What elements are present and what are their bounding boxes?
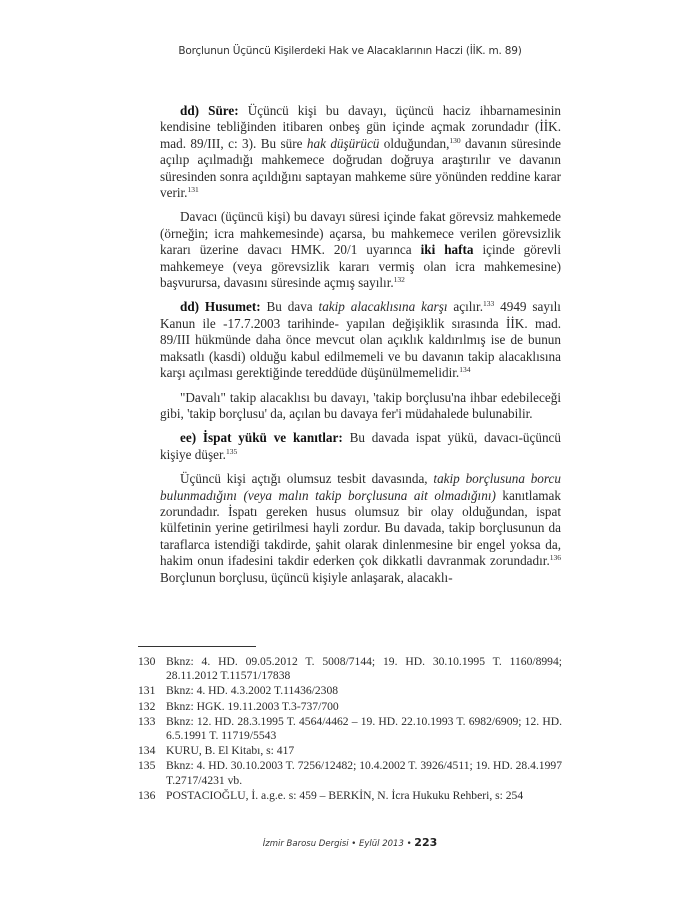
paragraph-ispat [160, 430, 561, 463]
footnote-divider [138, 646, 256, 647]
footnote-item [138, 744, 562, 758]
paragraph-sure [160, 103, 561, 201]
italic-text: takip alacaklısına karşı [318, 299, 448, 315]
text: kanıtlamak zorundadır. İspatı gereken husus olumsuz bir olay olduğundan, ispat külfetinin yerine getirilmesi hayli zordur. Bu davada, takip borçlusunun da taraflarca istendiği takdirde, şahit olarak dinlenmesine bir engel yoksa da, hakim onun ifadesini takdir ederken çok dikkatli davranmak zorundadır. [160, 487, 561, 569]
text: "Davalı" takip alacaklısı bu davayı, 'takip borçlusu'na ihbar edebileceği gibi, 'takip borçlusu' da, açılan bu davaya fer'i müdahalede bulunabilir. [160, 389, 561, 421]
text: olduğundan, [379, 135, 450, 151]
text: Bu davada ispat yükü, davacı-üçüncü kişiye düşer. [160, 430, 562, 462]
paragraph-ihbar [160, 390, 561, 423]
footnote-ref-132[interactable]: 132 [393, 275, 405, 285]
text: Bu dava [260, 299, 319, 315]
heading-husumet: dd) Husumet: [180, 299, 261, 315]
footnote-text: Bknz: 4. HD. 09.05.2012 T. 5008/7144; 19. HD. 30.10.1995 T. 1160/8994; 28.11.2012 T.11571/17838 [166, 655, 562, 683]
footnote-text: Bknz: 12. HD. 28.3.1995 T. 4564/4462 – 19. HD. 22.10.1993 T. 6982/6909; 12. HD. 6.5.1991 T. 11719/5543 [166, 714, 562, 743]
page-footer [0, 836, 700, 849]
footnote-ref-135[interactable]: 135 [225, 446, 238, 456]
footnote-number: 136 [138, 788, 156, 802]
footnote-number: 135 [138, 759, 156, 773]
text: Davacı (üçüncü kişi) bu davayı süresi içinde fakat görevsiz mahkemede (örneğin; icra mahkemesinde) açarsa, bu mahkemece verilen görevsizlik kararı üzerine davacı HMK. 20/1 uyarınca [160, 209, 561, 258]
footnote-ref-134[interactable]: 134 [459, 365, 471, 375]
text: Borçlunun borçlusu, üçüncü kişiyle anlaşarak, alacaklı- [160, 569, 453, 585]
running-header: Borçlunun Üçüncü Kişilerdeki Hak ve Alacaklarının Haczi (İİK. m. 89) [178, 45, 522, 57]
footnote-number: 133 [138, 714, 156, 728]
italic-text: takip borçlusuna borcu bulunmadığını (veya malın takip borçlusuna ait olmadığını) [160, 471, 561, 503]
body-text [160, 103, 561, 594]
text: davanın süresinde açılıp açılmadığı mahkemece doğrudan doğruya araştırılır ve davanın süresinden sonra açıldığını saptayan mahkeme süre yönünden reddine karar verir. [160, 135, 561, 201]
paragraph-gorevsiz [160, 209, 561, 291]
text: açılır. [447, 299, 484, 315]
paragraph-husumet [160, 299, 561, 381]
page-number: 223 [414, 836, 438, 849]
footnote-item [138, 655, 562, 683]
footnote-ref-133[interactable]: 133 [483, 299, 495, 309]
text: içinde görevli mahkemeye (veya görevsizlik kararı vermiş olan icra mahkemesine) başvurursa, davasını süresinde açmış sayılır. [160, 242, 561, 291]
italic-text: hak düşürücü [306, 135, 380, 151]
footnote-number: 130 [138, 655, 156, 668]
footnote-text: POSTACIOĞLU, İ. a.g.e. s: 459 – BERKİN, N. İcra Hukuku Rehberi, s: 254 [166, 788, 524, 802]
footnote-item [138, 789, 562, 803]
journal-name: İzmir Barosu Dergisi • Eylül 2013 • [262, 839, 412, 849]
footnote-text: Bknz: 4. HD. 4.3.2002 T.11436/2308 [166, 684, 339, 698]
bold-text: iki hafta [420, 242, 474, 258]
footnote-item [138, 715, 562, 743]
text: Üçüncü kişi bu davayı, üçüncü haciz ihbarnamesinin kendisine tebliğinden itibaren onbeş gün içinde açmak zorundadır (İİK. mad. 89/III, c: 3). Bu süre [160, 103, 561, 151]
footnote-number: 134 [138, 744, 156, 758]
footnote-ref-131[interactable]: 131 [187, 185, 199, 195]
paragraph-tesbit [160, 471, 561, 586]
footnote-text: Bknz: HGK. 19.11.2003 T.3-737/700 [166, 699, 339, 713]
footnote-item [138, 684, 562, 698]
footnote-number: 132 [138, 699, 156, 713]
footnote-text: KURU, B. El Kitabı, s: 417 [166, 744, 295, 758]
footnote-ref-130[interactable]: 130 [449, 135, 461, 145]
text: Üçüncü kişi açtığı olumsuz tesbit davasında, [180, 471, 434, 487]
heading-sure: dd) Süre: [180, 103, 239, 118]
footnote-item [138, 700, 562, 714]
footnotes [138, 655, 562, 804]
text: 4949 sayılı Kanun ile -17.7.2003 tarihinde- yapılan değişiklik sırasında İİK. mad. 89/III hükmünde daha önce mevcut olan açıklık kaldırılmış ise de bunun maksatlı (kasdi) olduğu kabul edilmemeli ve bu davanın takip alacaklısına karşı açılması gerektiğinde tereddüde düşünülmemelidir. [160, 299, 561, 381]
heading-ispat: ee) İspat yükü ve kanıtlar: [180, 430, 343, 446]
footnote-text: Bknz: 4. HD. 30.10.2003 T. 7256/12482; 10.4.2002 T. 3926/4511; 19. HD. 28.4.1997 T.2717/4231 vb. [166, 759, 562, 787]
footnote-number: 131 [138, 684, 156, 698]
footnote-item [138, 759, 562, 787]
footnote-ref-136[interactable]: 136 [549, 553, 561, 563]
